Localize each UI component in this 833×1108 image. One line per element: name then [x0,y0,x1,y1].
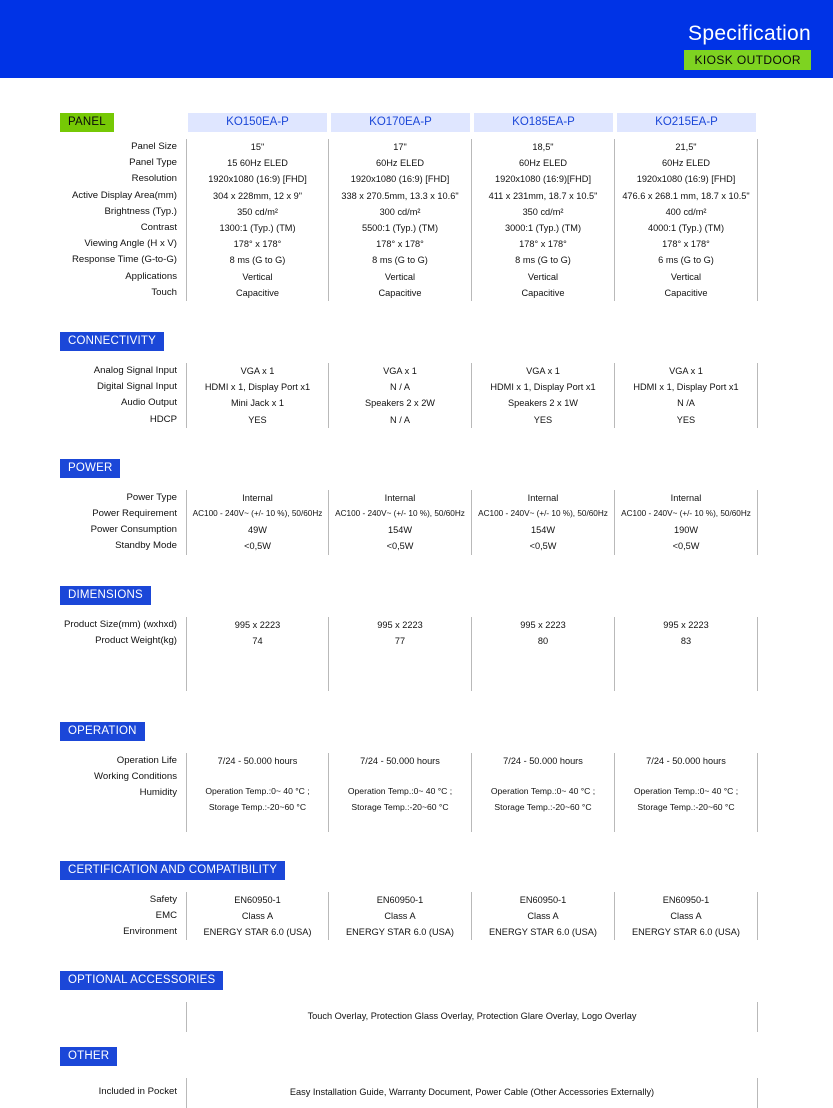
cell: Internal [384,492,416,503]
panel-labels [60,139,186,301]
cell: <0,5W [529,541,557,552]
cell: 476.6 x 268.1 mm, 18.7 x 10.5" [622,190,750,201]
cell: 7/24 - 50.000 hours [217,756,298,767]
cell: 411 x 231mm, 18.7 x 10.5" [488,190,598,201]
row-label: EMC [155,909,177,921]
cell: HDMI x 1, Display Port x1 [490,382,596,393]
cell: YES [533,414,553,425]
cell: 83 [680,635,692,646]
cell: VGA x 1 [240,366,275,377]
power-values-col-0 [186,490,329,555]
row-label: Power Type [126,491,177,503]
cell: Class A [527,910,559,921]
optional-accessories-header-row [60,970,773,990]
row-label: Operation Life [116,755,177,767]
panel-values-col-0 [186,139,329,301]
cell: Vertical [527,271,559,282]
row-label: Digital Signal Input [97,381,177,393]
cell: 49W [248,525,267,536]
cell: 350 cd/m² [522,206,564,217]
section-title-other: OTHER [60,1047,117,1066]
dimensions-values-col-3 [615,617,758,691]
cell: 995 x 2223 [234,619,281,630]
certification-labels [60,892,186,941]
section-title-operation: OPERATION [60,722,145,741]
row-label: Standby Mode [115,540,177,552]
cell: 21,5" [675,142,697,152]
cell: Class A [384,910,416,921]
section-dimensions [60,585,773,715]
connectivity-values-col-3 [615,363,758,428]
row-label: Viewing Angle (H x V) [84,238,177,250]
section-certification [60,860,773,955]
row-label: Product Size(mm) (wxhxd) [63,618,177,630]
cell: AC100 - 240V~ (+/- 10 %), 50/60Hz [192,509,323,519]
cell: EN60950-1 [662,894,710,905]
cell: Operation Temp.:0~ 40 °C ; [490,786,596,797]
cell: 350 cd/m² [237,206,278,217]
column-header-3: KO215EA-P [617,113,756,132]
cell: VGA x 1 [526,366,560,377]
cell: 80 [537,635,549,646]
cell: N /A [677,398,695,409]
optional-accessories-text: Touch Overlay, Protection Glass Overlay, Protection Glare Overlay, Logo Overlay [186,1002,758,1032]
cell: Capacitive [236,287,279,298]
power-header-row [60,458,773,478]
cell: 18,5" [532,142,554,152]
operation-body [60,753,773,856]
row-label: Touch [151,286,177,298]
section-power [60,458,773,569]
cell: YES [248,414,267,425]
section-title-dimensions: DIMENSIONS [60,586,151,605]
cell: 7/24 - 50.000 hours [646,756,726,767]
row-label: Power Consumption [90,524,177,536]
cell: 178° x 178° [233,239,282,250]
row-label: Applications [125,270,177,282]
cell: EN60950-1 [234,894,281,905]
dimensions-values-col-1 [329,617,472,691]
row-label: Power Requirement [92,508,177,520]
cell: 60Hz ELED [518,158,567,169]
cell: 304 x 228mm, 12 x 9" [212,190,303,201]
section-title-certification: CERTIFICATION AND COMPATIBILITY [60,861,285,880]
connectivity-values-col-2 [472,363,615,428]
panel-body [60,139,773,315]
cell: 178° x 178° [519,239,567,250]
certification-header-row [60,860,773,880]
cell: 400 cd/m² [665,206,707,217]
cell: N / A [390,414,410,425]
row-label: Analog Signal Input [93,365,177,377]
column-header-2: KO185EA-P [474,113,613,132]
product-category-badge: KIOSK OUTDOOR [684,50,811,70]
cell: <0,5W [386,541,414,552]
section-title-power: POWER [60,459,120,478]
cell: Operation Temp.:0~ 40 °C ; [205,786,310,797]
row-label: Product Weight(kg) [95,634,177,646]
cell: 8 ms (G to G) [229,255,286,266]
operation-values-col-2 [472,753,615,832]
panel-values-col-1 [329,139,472,301]
cell: Capacitive [664,287,708,298]
power-values-col-2 [472,490,615,555]
connectivity-header-row [60,331,773,351]
cell: Class A [670,910,702,921]
section-panel [60,112,773,315]
cell: 178° x 178° [662,239,710,250]
operation-values-col-0 [186,753,329,832]
row-label: Brightness (Typ.) [104,205,177,217]
cell: 7/24 - 50.000 hours [503,756,583,767]
certification-values-col-2 [472,892,615,941]
cell: EN60950-1 [376,894,424,905]
cell: 77 [394,635,406,646]
operation-labels [60,753,186,832]
cell: 995 x 2223 [663,619,709,630]
dimensions-body [60,617,773,715]
row-label: Contrast [140,222,177,234]
row-label: Working Conditions [93,771,177,783]
power-values-col-3 [615,490,758,555]
cell: 178° x 178° [376,239,424,250]
cell: 6 ms (G to G) [658,255,714,266]
cell: 60Hz ELED [661,158,710,169]
cell: VGA x 1 [383,366,417,377]
row-label: Audio Output [120,397,177,409]
cell: ENERGY STAR 6.0 (USA) [489,927,597,938]
spec-content [0,112,833,1108]
row-label: Response Time (G-to-G) [71,254,177,266]
connectivity-body [60,363,773,442]
cell: 15" [250,142,265,152]
cell-spacer [330,769,470,783]
certification-values-col-3 [615,892,758,941]
cell: Storage Temp.:-20~60 °C [637,802,735,813]
cell: Storage Temp.:-20~60 °C [208,802,307,813]
cell-spacer [473,769,613,783]
cell: 995 x 2223 [377,619,423,630]
cell: Capacitive [521,287,565,298]
dimensions-header-row [60,585,773,605]
cell: YES [676,414,696,425]
cell: Speakers 2 x 1W [508,398,578,409]
cell: AC100 - 240V~ (+/- 10 %), 50/60Hz [478,509,608,519]
cell: 60Hz ELED [375,158,424,169]
section-title-optional-accessories: OPTIONAL ACCESSORIES [60,971,223,990]
cell: 1920x1080 (16:9) [FHD] [636,174,736,185]
cell: 1920x1080 (16:9) [FHD] [350,174,450,185]
cell: <0,5W [672,541,700,552]
power-values-col-1 [329,490,472,555]
cell: VGA x 1 [669,366,703,377]
row-label: Safety [149,893,177,905]
cell: 190W [673,525,698,536]
dimensions-values-col-2 [472,617,615,691]
certification-values-col-0 [186,892,329,941]
column-header-1: KO170EA-P [331,113,470,132]
page-title: Specification [688,22,811,45]
cell: Internal [670,492,702,503]
section-connectivity [60,331,773,442]
section-title-connectivity: CONNECTIVITY [60,332,164,351]
optional-accessories-body [60,1002,773,1032]
cell: 154W [387,525,412,536]
cell: HDMI x 1, Display Port x1 [633,382,739,393]
cell: Vertical [242,271,273,282]
cell: Capacitive [378,287,422,298]
cell: <0,5W [244,541,271,552]
operation-values-col-3 [615,753,758,832]
cell: Storage Temp.:-20~60 °C [494,802,592,813]
cell: 5500:1 (Typ.) (TM) [361,223,439,234]
cell: 1300:1 (Typ.) (TM) [219,223,296,234]
row-label: Included in Pocket [98,1086,177,1098]
cell: Operation Temp.:0~ 40 °C ; [347,786,453,797]
section-optional-accessories [60,970,773,1032]
cell: EN60950-1 [519,894,567,905]
row-label: Resolution [131,173,177,185]
cell: 1920x1080 (16:9) [FHD] [208,174,307,185]
cell: 3000:1 (Typ.) (TM) [504,223,582,234]
column-header-0: KO150EA-P [188,113,327,132]
operation-values-col-1 [329,753,472,832]
section-title-panel: PANEL [60,113,114,132]
power-body [60,490,773,569]
row-label: Panel Size [131,141,177,152]
cell: 154W [530,525,555,536]
cell: 15 60Hz ELED [227,158,288,169]
cell: Vertical [670,271,702,282]
cell: Internal [527,492,559,503]
section-operation [60,721,773,856]
row-label: Environment [123,926,177,938]
cell: ENERGY STAR 6.0 (USA) [632,927,740,938]
panel-values-col-3 [615,139,758,301]
cell-spacer [616,769,756,783]
other-labels [60,1078,186,1108]
cell: 8 ms (G to G) [515,255,571,266]
cell: 74 [252,635,263,646]
cell: 995 x 2223 [520,619,566,630]
section-other [60,1046,773,1108]
power-labels [60,490,186,555]
cell: Storage Temp.:-20~60 °C [351,802,449,813]
row-label: Panel Type [129,157,177,169]
cell: Speakers 2 x 2W [365,398,435,409]
cell: 7/24 - 50.000 hours [360,756,440,767]
connectivity-values-col-0 [186,363,329,428]
cell-spacer [188,769,327,783]
cell: ENERGY STAR 6.0 (USA) [346,927,454,938]
cell: Mini Jack x 1 [230,398,285,409]
panel-values-col-2 [472,139,615,301]
cell: 8 ms (G to G) [372,255,428,266]
cell: Operation Temp.:0~ 40 °C ; [633,786,739,797]
connectivity-labels [60,363,186,428]
row-label: HDCP [149,413,177,425]
cell: Internal [242,492,273,503]
cell: AC100 - 240V~ (+/- 10 %), 50/60Hz [335,509,465,519]
panel-header-row [60,112,773,132]
certification-body [60,892,773,955]
cell: Class A [241,910,274,921]
cell: HDMI x 1, Display Port x1 [204,382,311,393]
cell: 4000:1 (Typ.) (TM) [647,223,725,234]
other-body [60,1078,773,1108]
cell: N / A [390,382,410,393]
other-header-row [60,1046,773,1066]
optional-accessories-labels [60,1002,186,1032]
operation-header-row [60,721,773,741]
cell: AC100 - 240V~ (+/- 10 %), 50/60Hz [621,509,751,519]
row-label: Active Display Area(mm) [71,189,177,201]
connectivity-values-col-1 [329,363,472,428]
page-header [0,0,833,78]
cell: 300 cd/m² [379,206,421,217]
cell: ENERGY STAR 6.0 (USA) [203,927,312,938]
certification-values-col-1 [329,892,472,941]
other-text: Easy Installation Guide, Warranty Document, Power Cable (Other Accessories Externally) [186,1078,758,1108]
cell: Vertical [384,271,416,282]
cell: 338 x 270.5mm, 13.3 x 10.6" [341,190,459,201]
cell: 17" [393,142,407,152]
dimensions-labels [60,617,186,691]
cell: 1920x1080 (16:9)[FHD] [494,174,591,185]
row-label: Humidity [139,787,177,799]
dimensions-values-col-0 [186,617,329,691]
